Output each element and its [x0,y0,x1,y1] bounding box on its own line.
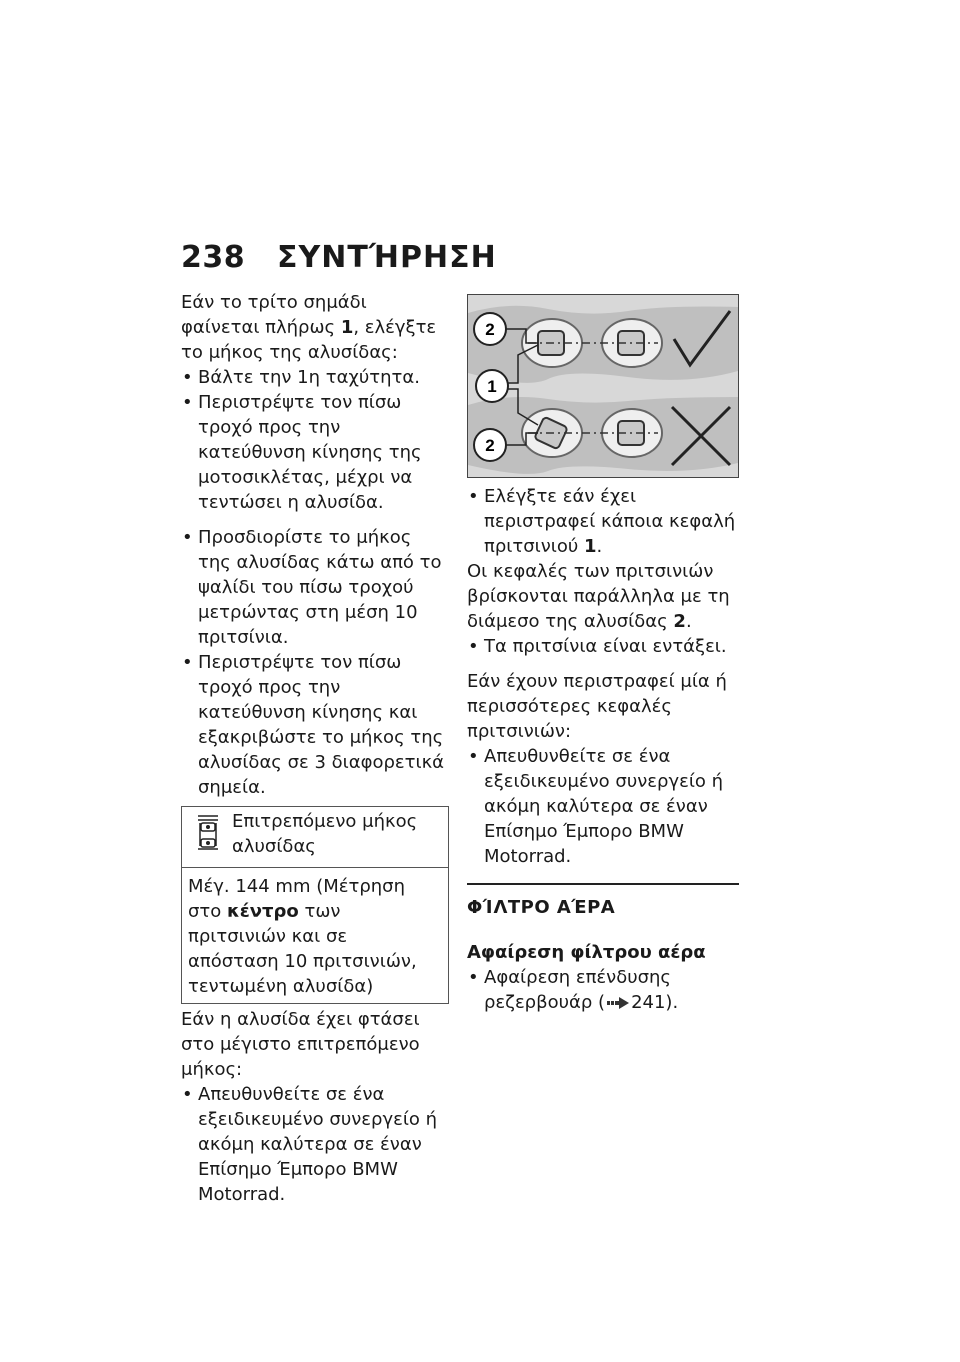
spec-value: Μέγ. 144 mm (Μέτρηση στο κέντρο των πριτσινιών και σε απόσταση 10 πριτσινιών, τεντωμένη αλυσίδα) [188,876,417,997]
intro-paragraph: Εάν το τρίτο σημάδι φαίνεται πλήρως 1, ελέγξτε το μήκος της αλυσίδας: [181,292,437,363]
list-item: • Προσδιορίστε το μήκος της αλυσίδας κάτω από το ψαλίδι του πίσω τροχού μετρώντας στη μέση 10 πριτσίνια. [182,527,442,648]
callout-label: 2 [485,436,495,455]
page-reference[interactable]: 241 [631,992,666,1013]
section-heading: ΦΊΛΤΡΟ ΑΈΡΑ [467,897,616,918]
list-item: • Τα πριτσίνια είναι εντάξει. [468,636,727,657]
contact-list [467,744,739,869]
list-item: • Απευθυνθείτε σε ένα εξειδικευμένο συνεργείο ή ακόμη καλύτερα σε έναν Επίσημο Έμπορο BMW Motorrad. [182,1084,438,1205]
list-item: • Βάλτε την 1η ταχύτητα. [182,367,420,388]
section-title: ΣΥΝΤΉΡΗΣΗ [277,240,497,275]
list-item: • Περιστρέψτε τον πίσω τροχό προς την κατεύθυνση κίνησης και εξακριβώστε το μήκος της αλυσίδας σε 3 διαφορετικά σημεία. [182,652,445,798]
chain-rivet-figure [467,294,739,478]
list-item: • Περιστρέψτε τον πίσω τροχό προς την κατεύθυνση κίνησης της μοτοσικλέτας, μέχρι να τεντώσει η αλυσίδα. [182,392,422,513]
ok-list [467,634,739,659]
section-divider [467,883,739,885]
remove-list [467,965,739,1015]
spec-box [181,806,449,1004]
steps-list-a [181,365,449,515]
spec-title: Επιτρεπόμενο μήκος αλυσίδας [232,811,418,857]
callout-label: 1 [487,377,497,396]
steps-list-b [181,525,449,800]
spec-header [182,807,448,868]
page-number: 238 [181,240,246,275]
page-reference-arrow-icon [607,997,629,1009]
subheading: Αφαίρεση φίλτρου αέρα [467,942,706,963]
chain-length-icon [196,813,220,851]
list-item: • Απευθυνθείτε σε ένα εξειδικευμένο συνεργείο ή ακόμη καλύτερα σε έναν Επίσημο Έμπορο BMW Motorrad. [468,746,724,867]
steps-list-c [181,1082,449,1207]
check-list [467,484,739,559]
rotated-paragraph: Εάν έχουν περιστραφεί μία ή περισσότερες κεφαλές πριτσινιών: [467,671,727,742]
list-item: • Αφαίρεση επένδυσης ρεζερβουάρ ( 241). [468,967,679,1013]
left-column [181,290,449,1207]
max-length-paragraph: Εάν η αλυσίδα έχει φτάσει στο μέγιστο επιτρεπόμενο μήκος: [181,1009,420,1080]
right-column [467,290,739,1015]
rivet-heads-paragraph: Οι κεφαλές των πριτσινιών βρίσκονται παράλληλα με τη διάμεσο της αλυσίδας 2. [467,561,730,632]
page-header [181,240,741,280]
list-item: • Ελέγξτε εάν έχει περιστραφεί κάποια κεφαλή πριτσινιού 1. [468,486,736,557]
callout-label: 2 [485,320,495,339]
